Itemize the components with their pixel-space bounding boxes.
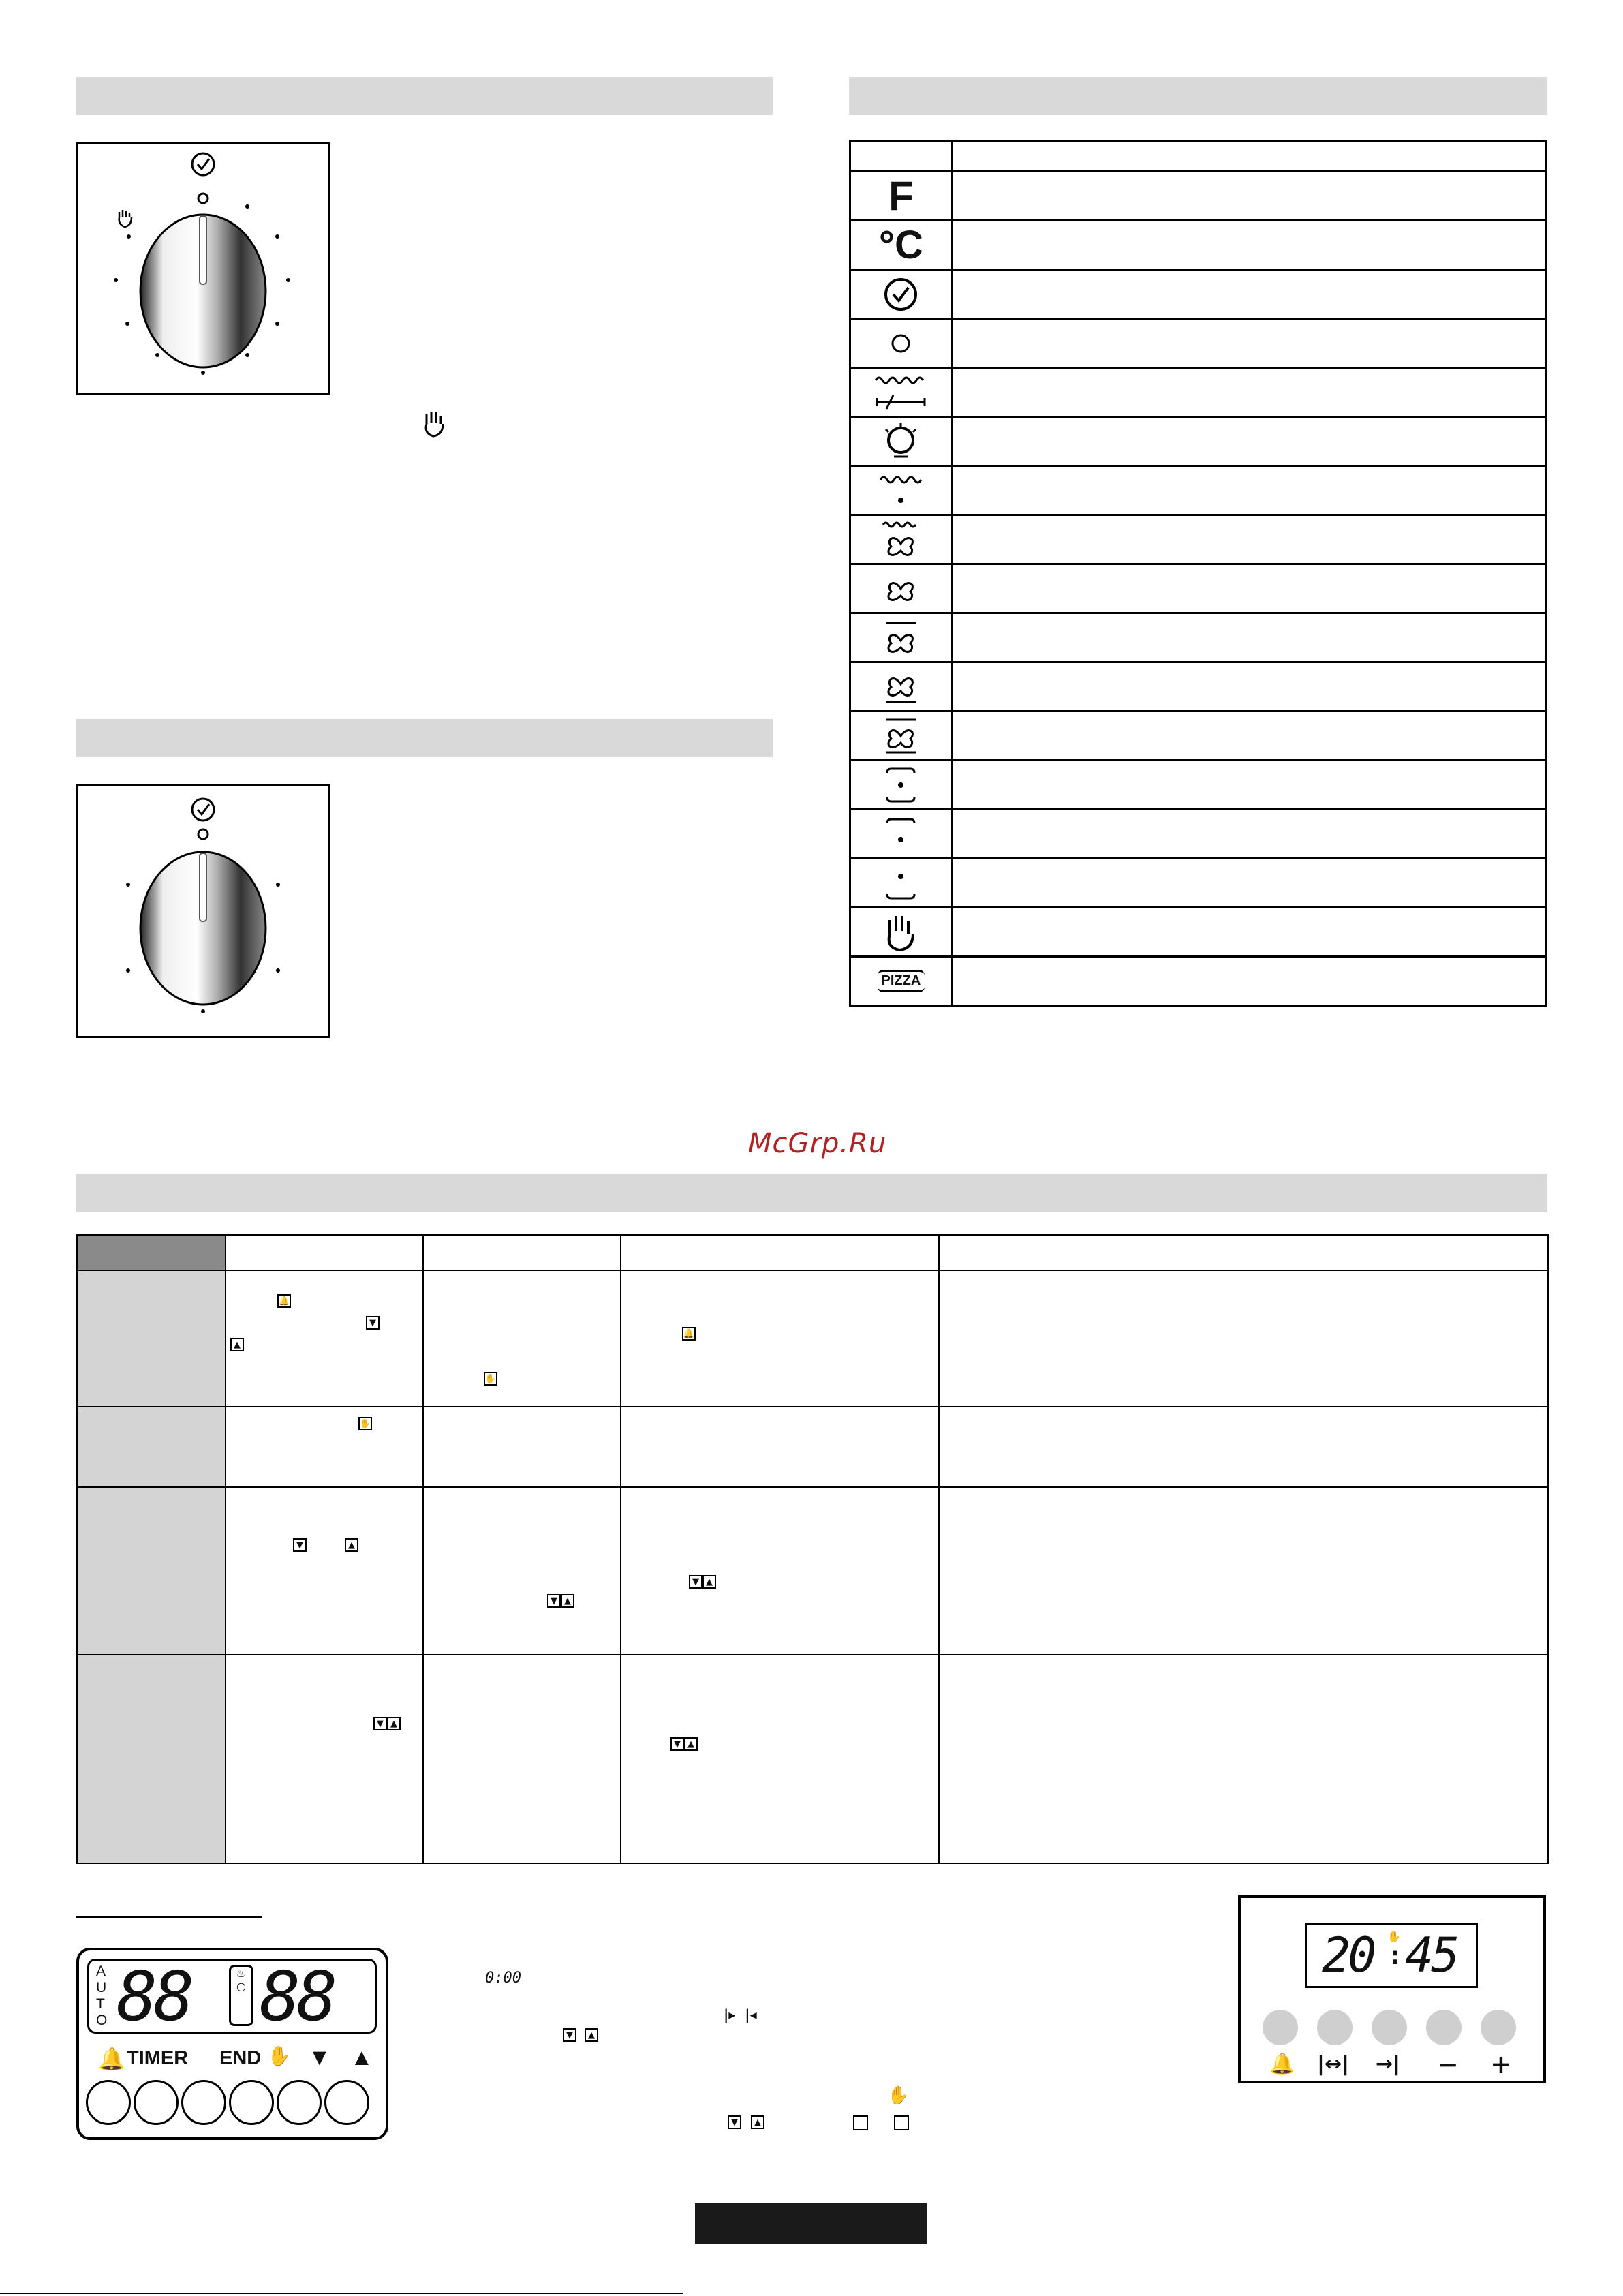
programming-table <box>76 1234 1549 1864</box>
clock-minutes: 45 <box>1405 1927 1457 1983</box>
symbol-row <box>850 908 1547 957</box>
timer-lcd-window <box>87 1959 377 2034</box>
section-bar-function-knob <box>76 719 773 757</box>
end-marker-icon: |◂ <box>745 2006 757 2023</box>
degree-celsius-symbol: °C <box>878 223 923 267</box>
table-row <box>77 1407 1548 1487</box>
symbol-row <box>850 761 1547 810</box>
clock-colon: : <box>1390 1942 1400 1970</box>
duration-button[interactable] <box>1317 2010 1352 2045</box>
symbol-row <box>850 613 1547 662</box>
pizza-label: PIZZA <box>881 973 921 988</box>
hand-key-icon: ✋ <box>358 1417 372 1430</box>
symbol-row <box>850 515 1547 564</box>
arrow-down-key-icon: ▼ <box>366 1316 380 1330</box>
watermark: McGrp.Ru <box>748 1128 887 1159</box>
off-marker <box>198 829 208 839</box>
clock-hours: 20 <box>1322 1927 1374 1983</box>
start-marker-icon: |▸ <box>724 2006 736 2023</box>
bell-icon: 🔔 <box>1269 2052 1295 2076</box>
arrow-up-key-icon: ▲ <box>345 1538 358 1552</box>
arrow-up-key-icon: ▲ <box>561 1594 574 1608</box>
page-number-box <box>695 2203 927 2244</box>
up-button[interactable] <box>324 2080 369 2125</box>
top-bottom-heat-icon <box>879 763 923 807</box>
small-readout: 0:00 <box>485 1970 521 1987</box>
cooking-indicator <box>229 1965 253 2026</box>
button-labels-row <box>98 2047 377 2075</box>
arrow-up-key-icon: ▲ <box>702 1575 716 1589</box>
arrow-down-key-icon: ▼ <box>670 1737 684 1751</box>
arrow-down-key-icon: ▼ <box>689 1575 702 1589</box>
clock-lcd-window <box>1305 1923 1478 1988</box>
plus-button[interactable] <box>1481 2010 1516 2045</box>
symbol-table <box>849 140 1547 1007</box>
section-underline <box>76 1916 262 1918</box>
bottom-rule <box>0 2293 683 2294</box>
plus-icon: + <box>1490 2049 1512 2079</box>
lcd-digits-right: 88 <box>260 1957 334 2036</box>
symbol-row <box>850 957 1547 1006</box>
knob-body <box>140 852 266 1005</box>
arrow-down-key-icon: ▼ <box>728 2115 741 2129</box>
start-end-icons <box>724 2006 757 2023</box>
empty-box-icon <box>894 2115 909 2130</box>
end-time-button[interactable] <box>1372 2010 1407 2045</box>
hand-icon <box>879 910 923 954</box>
table-row <box>77 1487 1548 1655</box>
table-row <box>77 1655 1548 1863</box>
timer-knob-panel <box>76 142 330 395</box>
hand-icon <box>421 409 448 439</box>
arrow-up-key-icon: ▲ <box>387 1717 401 1730</box>
section-bar-symbols <box>849 77 1547 115</box>
section-bar-programming <box>76 1174 1547 1212</box>
arrow-down-key-icon: ▼ <box>563 2028 576 2042</box>
off-marker <box>198 194 208 203</box>
symbol-row <box>850 662 1547 711</box>
pizza-icon <box>878 970 925 992</box>
hand-icon <box>119 210 132 227</box>
dot-indicator-icon: ○ <box>236 1980 246 1993</box>
timer-knob-illustration <box>78 144 328 393</box>
symbol-row <box>850 270 1547 319</box>
clock-control-panel <box>1238 1895 1546 2083</box>
timer-buttons-row <box>86 2080 379 2129</box>
arrow-up-key-icon: ▲ <box>684 1737 698 1751</box>
symbol-row <box>850 221 1547 270</box>
knob-body <box>140 215 266 367</box>
symbol-row <box>850 319 1547 368</box>
bell-key-icon: 🔔 <box>277 1294 291 1308</box>
bell-key-icon: 🔔 <box>682 1327 696 1341</box>
symbol-row <box>850 172 1547 221</box>
hand-icon: ✋ <box>887 2085 910 2106</box>
programming-table-header <box>77 1235 1548 1270</box>
empty-box-icon <box>853 2115 868 2130</box>
fan-grill-icon <box>874 518 928 562</box>
function-knob-illustration <box>78 786 328 1036</box>
manual-button[interactable] <box>229 2080 274 2125</box>
symbol-row <box>850 466 1547 515</box>
fan-ring-icon <box>879 714 923 758</box>
arrow-up-icon: ▲ <box>350 2045 373 2070</box>
top-heat-icon <box>874 470 928 511</box>
symbol-row <box>850 368 1547 417</box>
clock-icon <box>882 275 920 313</box>
clock-button-icons <box>1263 2049 1535 2079</box>
end-label: END <box>219 2047 262 2069</box>
table-row <box>77 1270 1548 1407</box>
arrow-down-key-icon: ▼ <box>293 1538 307 1552</box>
timer-label: TIMER <box>127 2047 189 2069</box>
letter-f-symbol: F <box>888 173 914 219</box>
bell-icon: 🔔 <box>98 2047 125 2071</box>
end-time-icon: →| <box>1376 2052 1401 2076</box>
defrost-icon <box>870 371 931 414</box>
symbol-row <box>850 564 1547 613</box>
lcd-digits-left: 88 <box>117 1957 191 2036</box>
arrow-down-key-icon: ▼ <box>373 1717 387 1730</box>
arrow-down-icon: ▼ <box>308 2045 331 2070</box>
symbol-row <box>850 859 1547 908</box>
minus-icon: − <box>1437 2049 1459 2079</box>
minus-button[interactable] <box>1426 2010 1462 2045</box>
down-button[interactable] <box>277 2080 322 2125</box>
grill-indicator-icon: ♨ <box>236 1967 247 1980</box>
bottom-heat-icon <box>879 861 923 905</box>
bell-button[interactable] <box>86 2080 131 2125</box>
bell-button[interactable] <box>1263 2010 1298 2045</box>
symbol-row <box>850 417 1547 466</box>
auto-label: AUTO <box>96 1963 108 2028</box>
fan-bottom-heat-icon <box>879 665 923 709</box>
symbol-table-header <box>850 141 1547 172</box>
hand-indicator-icon: ✋ <box>1387 1930 1401 1943</box>
fan-icon <box>879 568 923 609</box>
timer-control-panel <box>76 1948 388 2140</box>
fan-top-heat-icon <box>879 616 923 660</box>
function-knob-panel <box>76 784 330 1038</box>
clock-buttons-row <box>1263 2010 1535 2047</box>
arrow-down-key-icon: ▼ <box>547 1594 561 1608</box>
end-button[interactable] <box>181 2080 226 2125</box>
hand-key-icon: ✋ <box>484 1372 497 1386</box>
section-bar-timer-knob <box>76 77 773 115</box>
arrow-up-key-icon: ▲ <box>230 1338 244 1351</box>
hand-icon: ✋ <box>267 2045 291 2066</box>
arrow-up-key-icon: ▲ <box>585 2028 598 2042</box>
duration-icon: |↔| <box>1317 2052 1350 2076</box>
symbol-row <box>850 810 1547 859</box>
symbol-row <box>850 711 1547 761</box>
clock-icon <box>192 799 214 821</box>
lamp-icon <box>879 420 923 463</box>
arrow-up-key-icon: ▲ <box>751 2115 764 2129</box>
clock-icon <box>192 153 214 175</box>
timer-button[interactable] <box>134 2080 179 2125</box>
top-heat-only-icon <box>879 812 923 856</box>
off-circle-icon <box>887 330 914 357</box>
